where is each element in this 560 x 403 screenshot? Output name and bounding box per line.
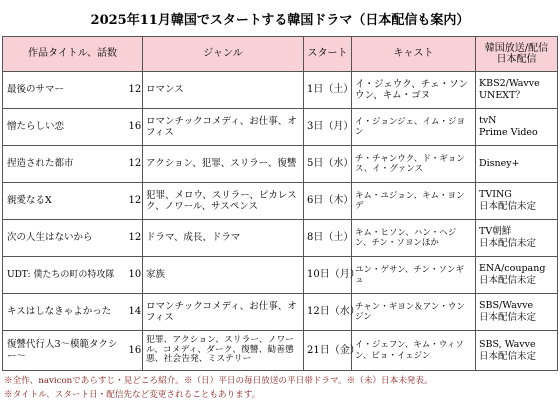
start-date: 1日（土）	[304, 72, 352, 109]
broadcast: ENA/coupang 日本配信未定	[476, 257, 558, 294]
header-start: スタート	[304, 37, 352, 72]
table-row	[3, 331, 558, 371]
episode-count: 16	[126, 331, 143, 371]
cast: ユン・ゲサン、チン・ソンギュ	[352, 257, 476, 294]
start-date: 10日（月）	[304, 257, 352, 294]
start-date: 12日（水）	[304, 294, 352, 331]
header-cast: キャスト	[352, 37, 476, 72]
footnote: ※タイトル、スタート日・配信先など変更されることもあります。	[4, 390, 261, 400]
table-header-row	[3, 37, 558, 72]
drama-title: 捏造された都市	[3, 146, 126, 183]
cast: キム・ヒソン、ハン・ヘジン、チン・ソヨンほか	[352, 220, 476, 257]
broadcast: SBS, Wavve 日本配信未定	[476, 331, 558, 371]
start-date: 3日（月）	[304, 109, 352, 146]
table-row	[3, 220, 558, 257]
header-title-eps: 作品タイトル、話数	[3, 37, 143, 72]
broadcast: TVING 日本配信未定	[476, 183, 558, 220]
genre: ドラマ、成長、ドラマ	[143, 220, 304, 257]
header-genre: ジャンル	[143, 37, 304, 72]
broadcast: TV朝鮮 日本配信未定	[476, 220, 558, 257]
broadcast: tvN Prime Video	[476, 109, 558, 146]
drama-table	[2, 36, 558, 371]
genre: 犯罪、アクション、スリラー、ノワール、コメディ、ダーク、復讐、勧善懲悪、社会告発、ミステリー	[143, 331, 304, 371]
header-broadcast: 韓国放送/配信 日本配信	[476, 37, 558, 72]
start-date: 5日（水）	[304, 146, 352, 183]
genre: 犯罪、メロウ、スリラー、ピカレスク、ノワール、サスペンス	[143, 183, 304, 220]
table-row	[3, 257, 558, 294]
table-row	[3, 183, 558, 220]
cast: キム・ユジョン、キム・ヨンデ	[352, 183, 476, 220]
genre: ロマンス	[143, 72, 304, 109]
table-row	[3, 72, 558, 109]
genre: ロマンチックコメディ、お仕事、オフィス	[143, 294, 304, 331]
broadcast: SBS/Wavve 日本配信未定	[476, 294, 558, 331]
genre: 家族	[143, 257, 304, 294]
episode-count: 12	[126, 220, 143, 257]
genre: アクション、犯罪、スリラー、復讐	[143, 146, 304, 183]
footnote: ※全作、naviconであらすじ・見どころ紹介。※（日）平日の毎日放送の平日帯ドラマ。※（未）日本未発表。	[4, 376, 433, 386]
episode-count: 16	[126, 109, 143, 146]
episode-count: 12	[126, 146, 143, 183]
drama-title: キスはしなきゃよかった	[3, 294, 126, 331]
cast: チャン・ギヨン＆アン・ウンジン	[352, 294, 476, 331]
drama-title: 最後のサマー	[3, 72, 126, 109]
episode-count: 12	[126, 183, 143, 220]
drama-title: 次の人生はないから	[3, 220, 126, 257]
drama-title: 親愛なるX	[3, 183, 126, 220]
drama-title: 憎たらしい恋	[3, 109, 126, 146]
page-title: 2025年11月韓国でスタートする韓国ドラマ（日本配信も案内）	[90, 12, 470, 28]
start-date: 8日（土）	[304, 220, 352, 257]
drama-title: 復讐代行人3～模範タクシー～	[3, 331, 126, 371]
cast: イ・ジェウク、チェ・ソンウン、キム・ゴヌ	[352, 72, 476, 109]
episode-count: 12	[126, 72, 143, 109]
episode-count: 14	[126, 294, 143, 331]
start-date: 21日（金）	[304, 331, 352, 371]
drama-title: UDT: 僕たちの町の特攻隊	[3, 257, 126, 294]
genre: ロマンチックコメディ、お仕事、オフィス	[143, 109, 304, 146]
episode-count: 10	[126, 257, 143, 294]
table-row	[3, 294, 558, 331]
table-row	[3, 146, 558, 183]
cast: イ・ジェフン、キム・ウィソン、ピョ・イェジン	[352, 331, 476, 371]
broadcast: KBS2/Wavve UNEXT？	[476, 72, 558, 109]
cast: チ・チャンウク、ド・ギョンス、イ・グァンス	[352, 146, 476, 183]
cast: イ・ジョンジェ、イム・ジヨン	[352, 109, 476, 146]
broadcast: Disney+	[476, 146, 558, 183]
table-row	[3, 109, 558, 146]
start-date: 6日（木）	[304, 183, 352, 220]
